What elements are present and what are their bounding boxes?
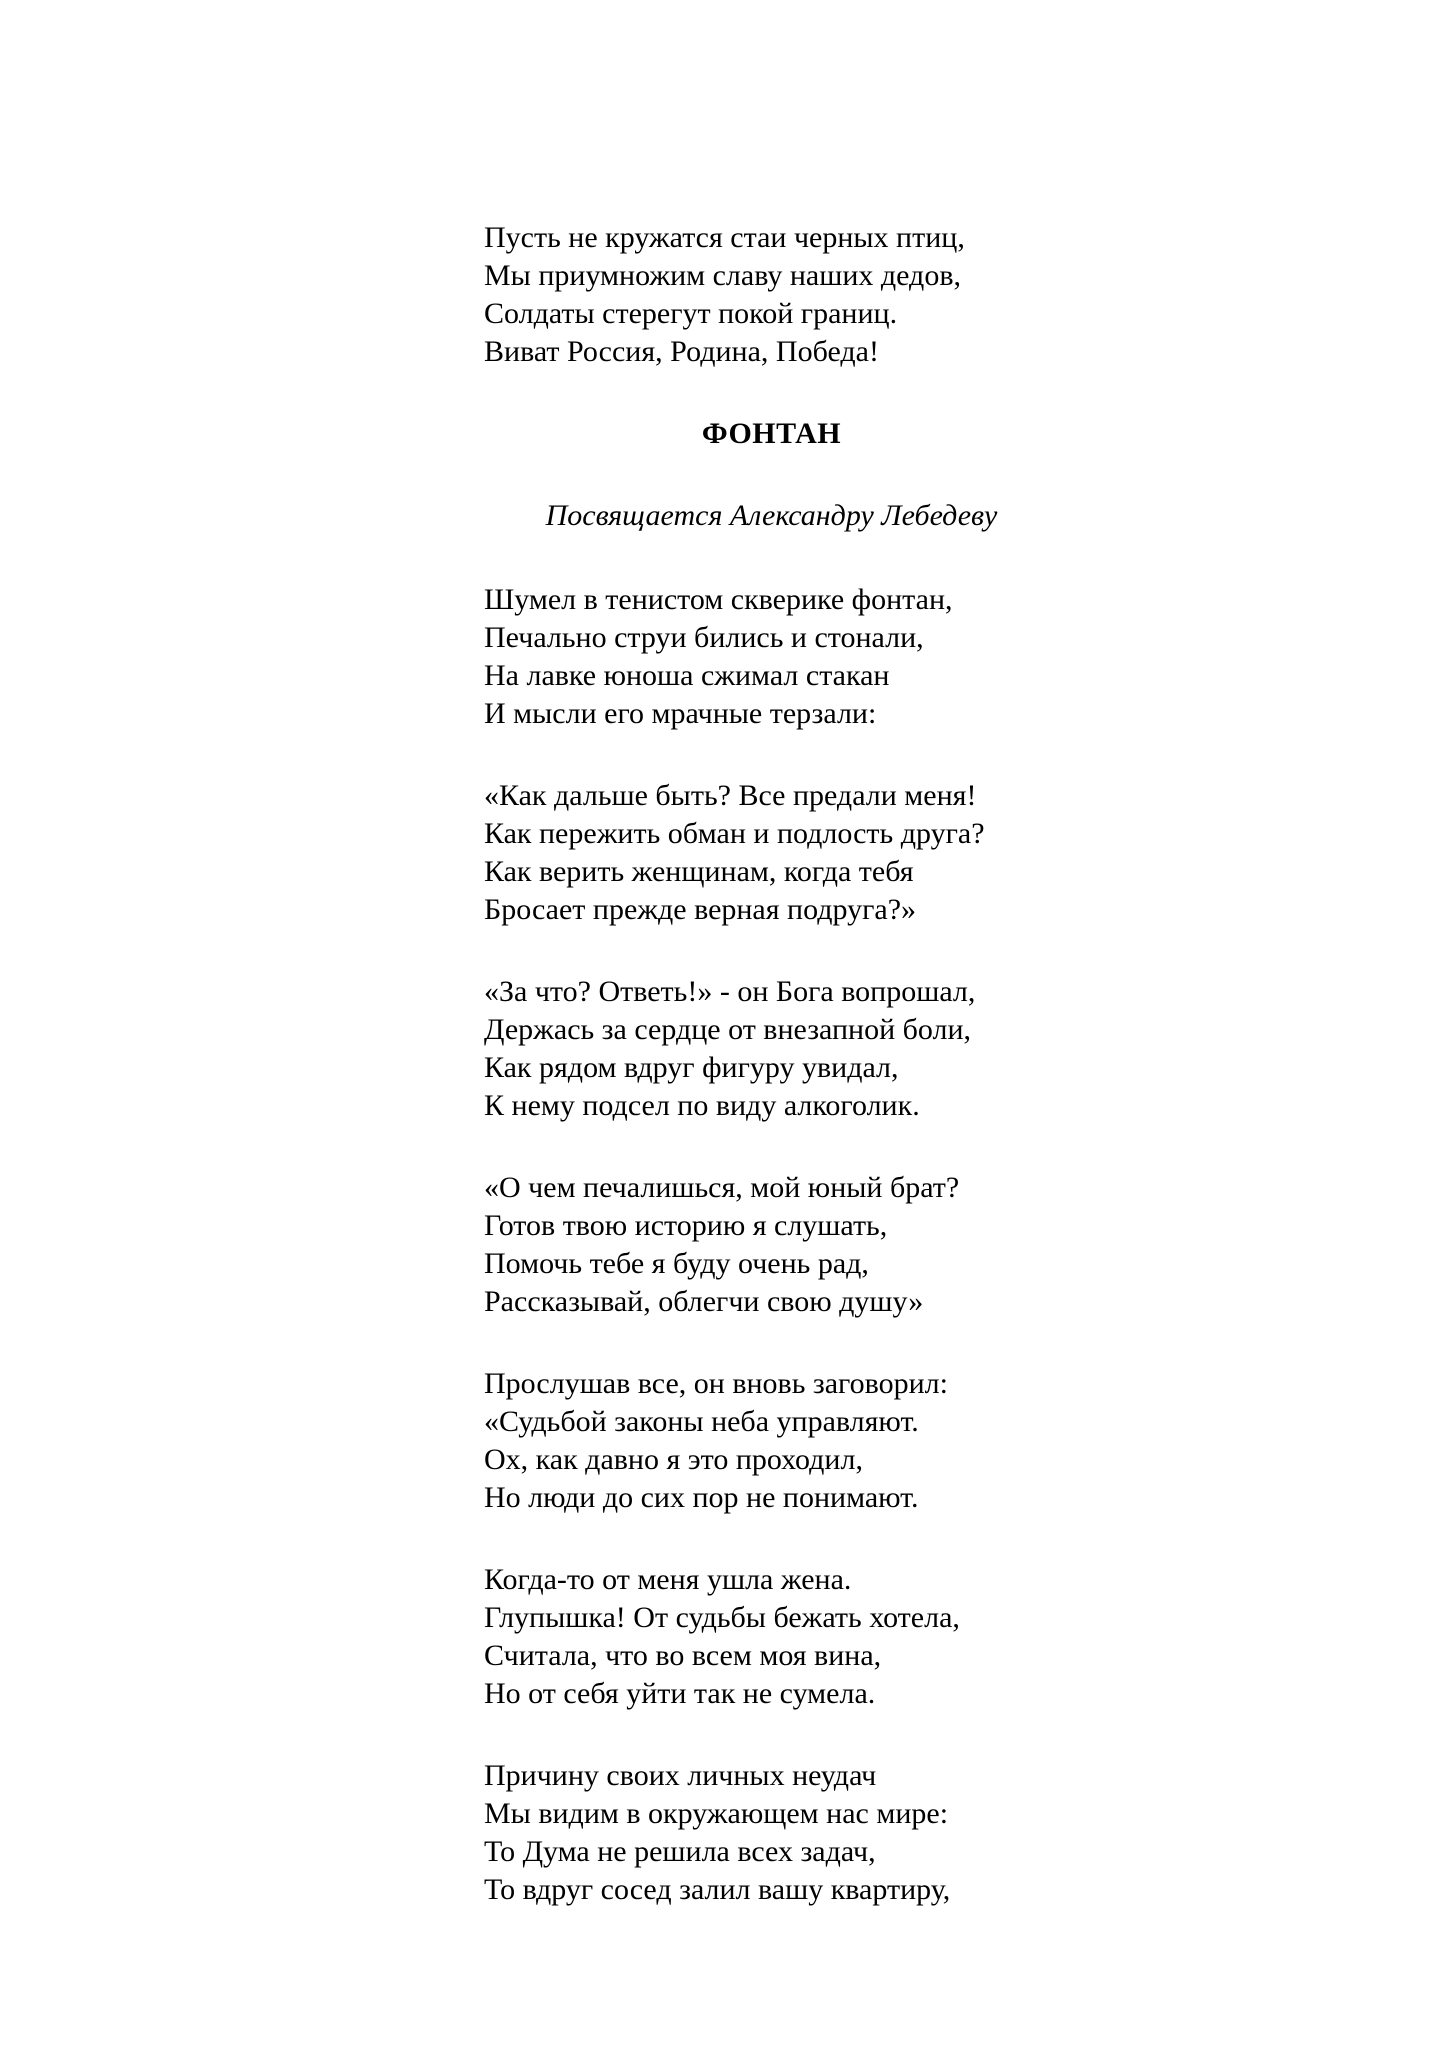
poem-line: Мы приумножим славу наших дедов, <box>484 259 961 292</box>
stanza <box>484 1169 1059 1321</box>
poem-line: «За что? Ответь!» - он Бога вопрошал, <box>484 975 976 1008</box>
poem-line: Бросает прежде верная подруга?» <box>484 893 917 926</box>
poem-line: Мы видим в окружающем нас мире: <box>484 1797 949 1830</box>
poem-line: К нему подсел по виду алкоголик. <box>484 1089 920 1122</box>
poem-title: ФОНТАН <box>701 417 842 450</box>
poem-line: Когда-то от меня ушла жена. <box>484 1563 852 1596</box>
poem-line: Готов твою историю я слушать, <box>484 1209 888 1242</box>
poem-line: На лавке юноша сжимал стакан <box>484 659 890 692</box>
poem-line: Шумел в тенистом скверике фонтан, <box>484 583 953 616</box>
stanza <box>484 973 1059 1125</box>
poem-line: Солдаты стерегут покой границ. <box>484 297 898 330</box>
poem-line: Ох, как давно я это проходил, <box>484 1443 863 1476</box>
poem-line: Печально струи бились и стонали, <box>484 621 924 654</box>
stanza <box>484 777 1059 929</box>
stanza <box>484 1757 1059 1909</box>
poem-line: «Как дальше быть? Все предали меня! <box>484 779 977 812</box>
poem-line: Как рядом вдруг фигуру увидал, <box>484 1051 899 1084</box>
poem-line: Считала, что во всем моя вина, <box>484 1639 882 1672</box>
poem-dedication: Посвящается Александру Лебедеву <box>545 499 998 532</box>
poem-line: Глупышка! От судьбы бежать хотела, <box>484 1601 960 1634</box>
poem-line: Причину своих личных неудач <box>484 1759 877 1792</box>
poem-line: «О чем печалишься, мой юный брат? <box>484 1171 960 1204</box>
poem-line: Как пережить обман и подлость друга? <box>484 817 985 850</box>
poem-line: Помочь тебе я буду очень рад, <box>484 1247 869 1280</box>
poem-line: Прослушав все, он вновь заговорил: <box>484 1367 948 1400</box>
poem-content <box>484 219 1059 1953</box>
poem-line: То вдруг сосед залил вашу квартиру, <box>484 1873 951 1906</box>
poem-line: Но люди до сих пор не понимают. <box>484 1481 919 1514</box>
poem-line: То Дума не решила всех задач, <box>484 1835 876 1868</box>
poem-line: Виват Россия, Родина, Победа! <box>484 335 879 368</box>
poem-line: Пусть не кружатся стаи черных птиц, <box>484 221 965 254</box>
stanza <box>484 219 1059 371</box>
poem-line: Держась за сердце от внезапной боли, <box>484 1013 972 1046</box>
stanza <box>484 581 1059 733</box>
poem-line: И мысли его мрачные терзали: <box>484 697 877 730</box>
stanza <box>484 1561 1059 1713</box>
poem-line: Но от себя уйти так не сумела. <box>484 1677 876 1710</box>
stanza <box>484 1365 1059 1517</box>
poem-line: Рассказывай, облегчи свою душу» <box>484 1285 924 1318</box>
poem-line: «Судьбой законы неба управляют. <box>484 1405 919 1438</box>
poem-line: Как верить женщинам, когда тебя <box>484 855 914 888</box>
